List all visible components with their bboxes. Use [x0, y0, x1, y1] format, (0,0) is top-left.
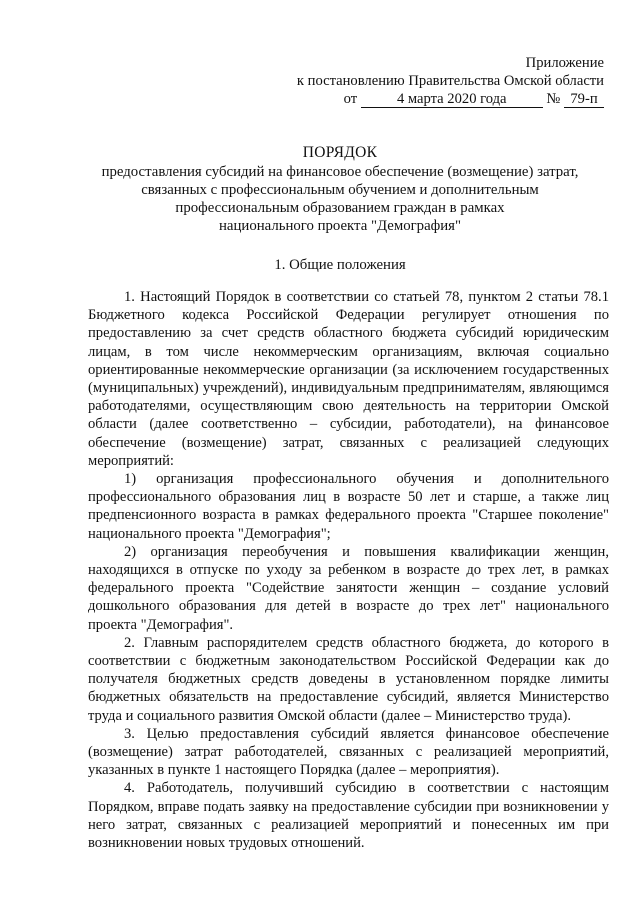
document-body: [88, 288, 609, 852]
subtitle-line: предоставления субсидий на финансовое обеспечение (возмещение) затрат,: [101, 164, 579, 180]
decree-number: 79-п: [564, 92, 604, 108]
section-heading: 1. Общие положения: [274, 257, 406, 273]
document-subtitle: [40, 163, 640, 235]
decree-reference: к постановлению Правительства Омской области: [296, 73, 604, 89]
subtitle-line: национального проекта "Демография": [219, 218, 461, 234]
decree-date-number-line: [297, 90, 604, 108]
appendix-header: [297, 54, 604, 108]
decree-date: 4 марта 2020 года: [361, 92, 543, 108]
paragraph-2: 2. Главным распорядителем средств областного бюджета, до которого в соответствии с бюджетным законодательством Российской Федерации как до получателя бюджетных средств доведены в установленном порядке лимиты бюджетных обязательств на предоставление субсидий, является Министерство труда и социального развития Омской области (далее – Министерство труда).: [88, 634, 609, 724]
from-label: от: [343, 91, 358, 107]
paragraph-1: 1. Настоящий Порядок в соответствии со статьей 78, пунктом 2 статьи 78.1 Бюджетного кодекса Российской Федерации регулирует отношения по предоставлению за счет средств областного бюджета субсидий юридическим лицам, в том числе некоммерческим организациям, включая социально ориентированные некоммерческие организации (за исключением государственных (муниципальных) учреждений), индивидуальным предпринимателям, являющимся работодателями, осуществляющим свою деятельность на территории Омской области (далее соответственно – субсидии, работодатели), на финансовое обеспечение (возмещение) затрат, связанных с реализацией следующих мероприятий:: [88, 289, 609, 469]
document-title: ПОРЯДОК: [302, 144, 378, 161]
subtitle-line: профессиональным образованием граждан в рамках: [175, 200, 505, 216]
subitem-1: 1) организация профессионального обучения и дополнительного профессионального образования лиц в возрасте 50 лет и старше, а также лиц предпенсионного возраста в рамках федерального проекта "Старшее поколение" национального проекта "Демография";: [88, 471, 609, 542]
paragraph-4: 4. Работодатель, получивший субсидию в соответствии с настоящим Порядком, вправе подать заявку на предоставление субсидии при возникновении у него затрат, связанных с реализацией мероприятий и понесенных им при возникновении новых трудовых отношений.: [88, 780, 609, 852]
subitem-2: 2) организация переобучения и повышения квалификации женщин, находящихся в отпуске по уходу за ребенком в возрасте до трех лет, в рамках федерального проекта "Содействие занятости женщин – создание условий дошкольного образования для детей в возрасте до трех лет" национального проекта "Демография".: [88, 543, 609, 633]
paragraph-3: 3. Целью предоставления субсидий является финансовое обеспечение (возмещение) затрат работодателей, связанных с реализацией мероприятий, указанных в пункте 1 настоящего Порядка (далее – мероприятия).: [88, 725, 609, 779]
number-sign: №: [546, 91, 561, 107]
subtitle-line: связанных с профессиональным обучением и дополнительным: [141, 182, 539, 198]
appendix-label: Приложение: [525, 55, 604, 71]
